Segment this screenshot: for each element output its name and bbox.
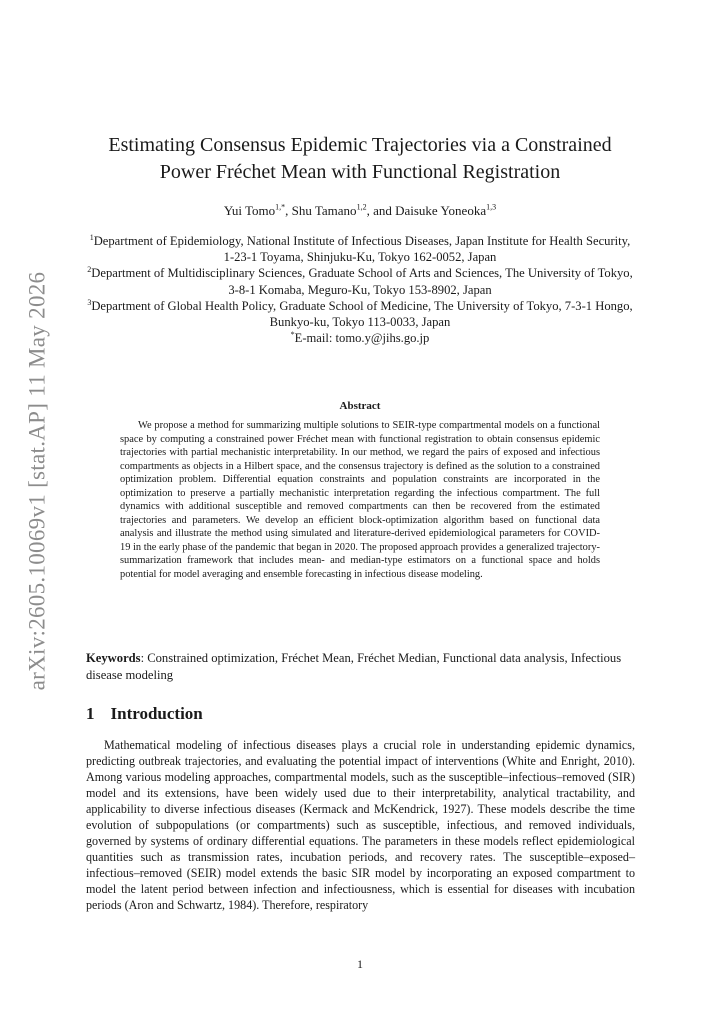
section-title: Introduction	[110, 704, 203, 723]
author-separator: ,	[285, 203, 292, 218]
affiliation-mark: 1	[89, 232, 94, 242]
affiliation-text: Department of Epidemiology, National Institute of Infectious Diseases, Japan Institute for Health Security, 1-23-1 Toyama, Shinjuku-Ku, Tokyo 162-0052, Japan	[93, 234, 631, 265]
affiliation-mark: 2	[87, 265, 92, 275]
author-list	[80, 203, 640, 219]
affiliation-text: Department of Global Health Policy, Graduate School of Medicine, The University of Tokyo, 7-3-1 Hongo, Bunkyo-ku, Tokyo 113-0033, Japan	[91, 298, 633, 330]
author-separator: , and	[366, 203, 396, 218]
keywords	[86, 650, 636, 683]
author-name: Daisuke Yoneoka	[395, 203, 487, 218]
author-name: Shu Tamano	[291, 203, 357, 218]
keywords-label: Keywords	[86, 651, 141, 665]
title-line-1: Estimating Consensus Epidemic Trajectories via a Constrained	[108, 134, 612, 156]
affiliation	[84, 233, 636, 265]
author-affiliation-mark: 1,3	[486, 202, 497, 212]
keywords-text: : Constrained optimization, Fréchet Mean, Fréchet Median, Functional data analysis, Infectious disease modeling	[86, 651, 622, 682]
title-line-2: Power Fréchet Mean with Functional Registration	[159, 161, 561, 183]
author-affiliation-mark: 1,*	[275, 202, 286, 212]
section-heading	[86, 704, 203, 724]
page-number: 1	[357, 957, 363, 971]
affiliation-mark: 3	[87, 297, 92, 307]
arxiv-stamp-text: arXiv:2605.10069v1 [stat.AP] 11 May 2026	[24, 271, 50, 691]
paper-title	[80, 132, 640, 186]
email-mark: *	[290, 330, 295, 340]
author-name: Yui Tomo	[223, 203, 276, 218]
abstract-body: We propose a method for summarizing multiple solutions to SEIR-type compartmental models on a functional space by computing a constrained power Fréchet mean with functional registration to obtain consensus epidemic trajectories with partial mechanistic interpretability. In our method, we regard the pairs of exposed and infectious compartments as objects in a Hilbert space, and the consensus trajectory is defined as the solution to a constrained optimization problem. Differential equation constraints and population constraints are incorporated in the optimization to preserve a partially mechanistic interpretation regarding the infectious compartment. The full dynamics with additional susceptible and removed compartments can then be recovered from the estimated trajectories and parameters. We develop an efficient block-optimization algorithm based on functional data analysis and illustrate the method using simulated and literature-derived epidemiological parameters for COVID-19 in the early phase of the pandemic that began in 2020. The proposed approach provides a generalized trajectory-summarization framework that includes mean- and median-type estimators on a functional space and holds potential for model averaging and ensemble forecasting in infectious disease modeling.	[120, 420, 600, 580]
email-text: E-mail: tomo.y@jihs.go.jp	[294, 331, 430, 346]
affiliation	[84, 265, 636, 297]
author-affiliation-mark: 1,2	[356, 202, 367, 212]
introduction-body: Mathematical modeling of infectious diseases plays a crucial role in understanding epidemic dynamics, predicting outbreak trajectories, and evaluating the potential impact of interventions (White and Enright, 2010). Among various modeling approaches, compartmental models, such as the susceptible–infectious–removed (SIR) model and its extensions, have been widely used due to their interpretability, analytical tractability, and applicability to diverse infectious diseases (Kermack and McKendrick, 1927). These models describe the time evolution of subpopulations (or compartments) such as susceptible, infectious, and removed individuals, governed by systems of ordinary differential equations. The parameters in these models reflect epidemiological quantities such as transmission rates, incubation periods, and recovery rates. The susceptible–exposed–infectious–removed (SEIR) model extends the basic SIR model by incorporating an exposed compartment to model the latent period between infection and infectiousness, which is essential for diseases with incubation periods (Aron and Schwartz, 1984). Therefore, respiratory	[86, 738, 635, 913]
section-number: 1	[86, 704, 95, 723]
abstract-heading: Abstract	[339, 400, 381, 412]
affiliation-list	[84, 233, 636, 346]
contact-email	[84, 330, 636, 346]
arxiv-stamp	[22, 271, 52, 691]
affiliation	[84, 298, 636, 330]
affiliation-text: Department of Multidisciplinary Sciences, Graduate School of Arts and Sciences, The University of Tokyo, 3-8-1 Komaba, Meguro-Ku, Tokyo 153-8902, Japan	[91, 266, 633, 297]
